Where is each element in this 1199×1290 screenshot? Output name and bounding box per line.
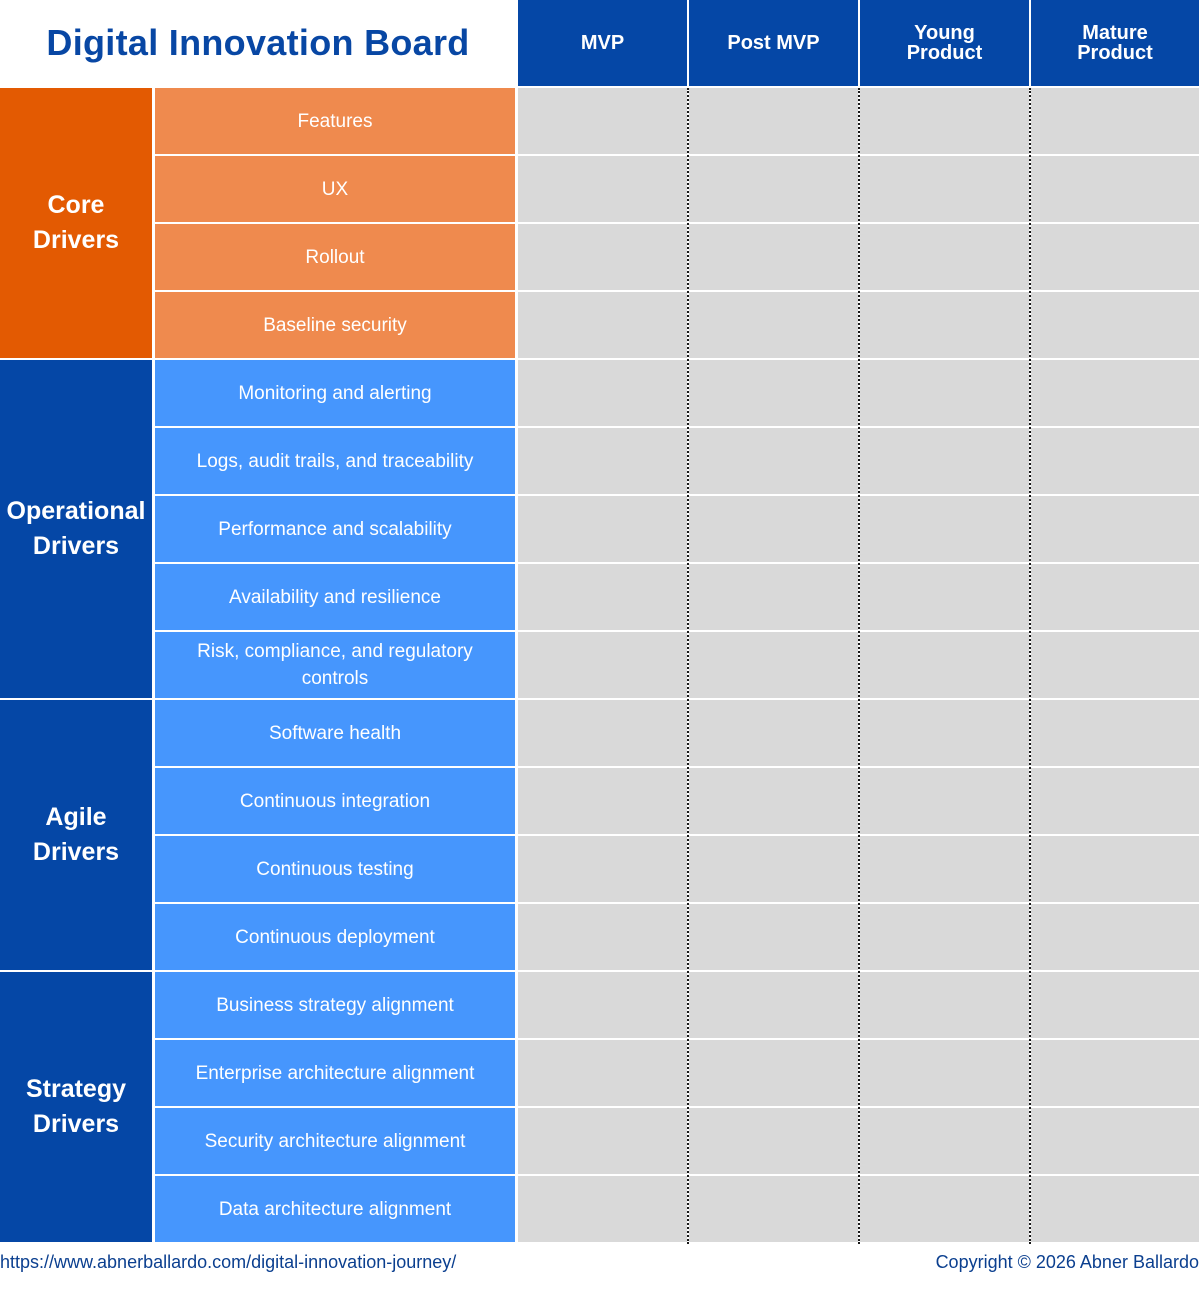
board-cell[interactable] — [518, 156, 687, 222]
board-cell[interactable] — [518, 428, 687, 494]
row-label: Performance and scalability — [155, 496, 515, 562]
board-cell[interactable] — [860, 1176, 1029, 1242]
row-label: Continuous integration — [155, 768, 515, 834]
row-label: UX — [155, 156, 515, 222]
column-header: Post MVP — [689, 0, 858, 86]
board-cell[interactable] — [1031, 360, 1199, 426]
column-header: Mature Product — [1031, 0, 1199, 86]
board-cell[interactable] — [689, 496, 858, 562]
column-divider — [858, 88, 860, 1244]
board-cell[interactable] — [860, 360, 1029, 426]
row-label: Continuous testing — [155, 836, 515, 902]
group-label: Operational Drivers — [0, 360, 152, 698]
column-divider — [1029, 88, 1031, 1244]
board-cell[interactable] — [518, 360, 687, 426]
board-cell[interactable] — [518, 1108, 687, 1174]
group-label: Strategy Drivers — [0, 972, 152, 1242]
board-cell[interactable] — [860, 972, 1029, 1038]
board-cell[interactable] — [689, 1108, 858, 1174]
board-cell[interactable] — [1031, 972, 1199, 1038]
board-cell[interactable] — [860, 904, 1029, 970]
board-cell[interactable] — [1031, 632, 1199, 698]
board-cell[interactable] — [1031, 904, 1199, 970]
board-cell[interactable] — [689, 1176, 858, 1242]
row-label: Rollout — [155, 224, 515, 290]
board-cell[interactable] — [689, 972, 858, 1038]
board-cell[interactable] — [689, 768, 858, 834]
board-cell[interactable] — [689, 88, 858, 154]
row-label: Software health — [155, 700, 515, 766]
board-cell[interactable] — [1031, 156, 1199, 222]
board-cell[interactable] — [689, 632, 858, 698]
board-cell[interactable] — [518, 768, 687, 834]
board-cell[interactable] — [1031, 1176, 1199, 1242]
board-cell[interactable] — [518, 564, 687, 630]
board-cell[interactable] — [1031, 224, 1199, 290]
board-cell[interactable] — [689, 700, 858, 766]
board-cell[interactable] — [518, 972, 687, 1038]
board-cell[interactable] — [860, 224, 1029, 290]
footer-copyright: Copyright © 2026 Abner Ballardo — [935, 1252, 1199, 1272]
row-label: Features — [155, 88, 515, 154]
board-cell[interactable] — [518, 700, 687, 766]
board-cell[interactable] — [689, 564, 858, 630]
row-label: Business strategy alignment — [155, 972, 515, 1038]
group-label: Core Drivers — [0, 88, 152, 358]
board-cell[interactable] — [689, 428, 858, 494]
board-cell[interactable] — [518, 836, 687, 902]
footer-url[interactable]: https://www.abnerballardo.com/digital-innovation-journey/ — [0, 1252, 457, 1272]
board-cell[interactable] — [860, 428, 1029, 494]
board-cell[interactable] — [1031, 1040, 1199, 1106]
board-cell[interactable] — [860, 564, 1029, 630]
board-cell[interactable] — [860, 632, 1029, 698]
row-label: Security architecture alignment — [155, 1108, 515, 1174]
column-divider — [687, 88, 689, 1244]
board-cell[interactable] — [1031, 428, 1199, 494]
board-cell[interactable] — [860, 768, 1029, 834]
row-label: Logs, audit trails, and traceability — [155, 428, 515, 494]
row-label: Risk, compliance, and regulatory controls — [155, 632, 515, 698]
board-cell[interactable] — [860, 292, 1029, 358]
board-cell[interactable] — [518, 224, 687, 290]
board-cell[interactable] — [518, 1176, 687, 1242]
board-cell[interactable] — [860, 88, 1029, 154]
board-cell[interactable] — [689, 904, 858, 970]
board-cell[interactable] — [860, 496, 1029, 562]
board-cell[interactable] — [518, 496, 687, 562]
row-label: Availability and resilience — [155, 564, 515, 630]
board-cell[interactable] — [1031, 292, 1199, 358]
column-header: Young Product — [860, 0, 1029, 86]
board-title: Digital Innovation Board — [46, 22, 470, 63]
board-cell[interactable] — [689, 360, 858, 426]
board-cell[interactable] — [1031, 1108, 1199, 1174]
board-cell[interactable] — [860, 1108, 1029, 1174]
board-cell[interactable] — [689, 292, 858, 358]
board-cell[interactable] — [689, 156, 858, 222]
board-cell[interactable] — [689, 1040, 858, 1106]
board-cell[interactable] — [1031, 700, 1199, 766]
group-label: Agile Drivers — [0, 700, 152, 970]
board-cell[interactable] — [860, 156, 1029, 222]
board-cell[interactable] — [1031, 88, 1199, 154]
column-header: MVP — [518, 0, 687, 86]
board-cell[interactable] — [1031, 836, 1199, 902]
row-label: Continuous deployment — [155, 904, 515, 970]
board-cell[interactable] — [518, 88, 687, 154]
board-cell[interactable] — [689, 836, 858, 902]
board-cell[interactable] — [518, 904, 687, 970]
board-cell[interactable] — [689, 224, 858, 290]
board-cell[interactable] — [860, 1040, 1029, 1106]
row-label: Monitoring and alerting — [155, 360, 515, 426]
row-label: Data architecture alignment — [155, 1176, 515, 1242]
board-cell[interactable] — [860, 836, 1029, 902]
board-cell[interactable] — [860, 700, 1029, 766]
board-cell[interactable] — [518, 632, 687, 698]
board-cell[interactable] — [1031, 496, 1199, 562]
board-cell[interactable] — [518, 1040, 687, 1106]
row-label: Baseline security — [155, 292, 515, 358]
board-cell[interactable] — [518, 292, 687, 358]
board-cell[interactable] — [1031, 768, 1199, 834]
board-cell[interactable] — [1031, 564, 1199, 630]
row-label: Enterprise architecture alignment — [155, 1040, 515, 1106]
